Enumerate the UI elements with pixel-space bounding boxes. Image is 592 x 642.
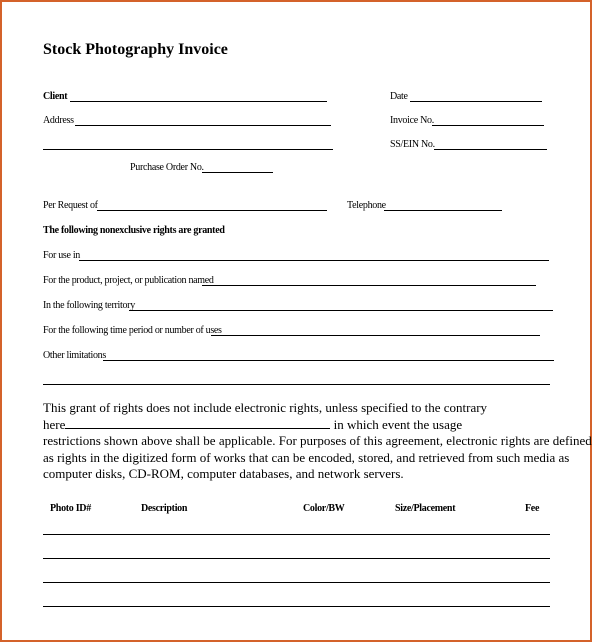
table-row-line[interactable] [43, 534, 550, 535]
product-name-label: For the product, project, or publication named [43, 275, 214, 286]
for-use-in-field-line[interactable] [79, 260, 549, 261]
invoice-no-label: Invoice No. [390, 115, 434, 126]
other-limitations-field-line[interactable] [103, 360, 554, 361]
column-header-size-placement: Size/Placement [395, 503, 456, 514]
per-request-of-field-line[interactable] [97, 210, 327, 211]
territory-label: In the following territory [43, 300, 135, 311]
address-field-line-2[interactable] [43, 149, 333, 150]
telephone-field-line[interactable] [384, 210, 502, 211]
paragraph-text: here [43, 416, 66, 432]
paragraph-line: as rights in the digitized form of works that can be encoded, stored, and retrieved from such media as [43, 449, 570, 465]
table-row-line[interactable] [43, 582, 550, 583]
paragraph-line: This grant of rights does not include electronic rights, unless specified to the contrary [43, 400, 488, 415]
column-header-color-bw: Color/BW [303, 503, 345, 514]
paragraph-line [43, 417, 553, 434]
column-header-description: Description [141, 503, 188, 514]
for-use-in-label: For use in [43, 250, 81, 261]
page-title: Stock Photography Invoice [43, 41, 228, 58]
electronic-rights-paragraph [43, 400, 592, 483]
invoice-no-field-line[interactable] [432, 125, 544, 126]
rights-heading: The following nonexclusive rights are granted [43, 225, 225, 236]
paragraph-line: restrictions shown above shall be applicable. For purposes of this agreement, electronic rights are defined [43, 433, 592, 448]
per-request-of-label: Per Request of [43, 200, 98, 211]
client-field-line[interactable] [70, 101, 327, 102]
column-header-fee: Fee [525, 503, 540, 514]
table-row-line[interactable] [43, 606, 550, 607]
paragraph-text: in which event the usage [333, 416, 463, 432]
telephone-label: Telephone [347, 200, 386, 211]
table-row-line[interactable] [43, 558, 550, 559]
electronic-rights-field-line[interactable] [65, 417, 330, 429]
address-label: Address [43, 115, 74, 126]
purchase-order-no-label: Purchase Order No. [130, 162, 204, 173]
client-label: Client [43, 91, 68, 102]
other-limitations-label: Other limitations [43, 350, 106, 361]
time-period-field-line[interactable] [211, 335, 540, 336]
ss-ein-no-label: SS/EIN No. [390, 139, 435, 150]
other-limitations-field-line-2[interactable] [43, 384, 550, 385]
time-period-label: For the following time period or number of uses [43, 325, 222, 336]
paragraph-line: computer disks, CD-ROM, computer databases, and network servers. [43, 466, 404, 481]
territory-field-line[interactable] [129, 310, 553, 311]
ss-ein-no-field-line[interactable] [434, 149, 547, 150]
column-header-photo-id: Photo ID# [50, 503, 91, 514]
address-field-line[interactable] [75, 125, 331, 126]
date-label: Date [390, 91, 408, 102]
purchase-order-no-field-line[interactable] [202, 172, 273, 173]
date-field-line[interactable] [410, 101, 542, 102]
product-name-field-line[interactable] [202, 285, 536, 286]
